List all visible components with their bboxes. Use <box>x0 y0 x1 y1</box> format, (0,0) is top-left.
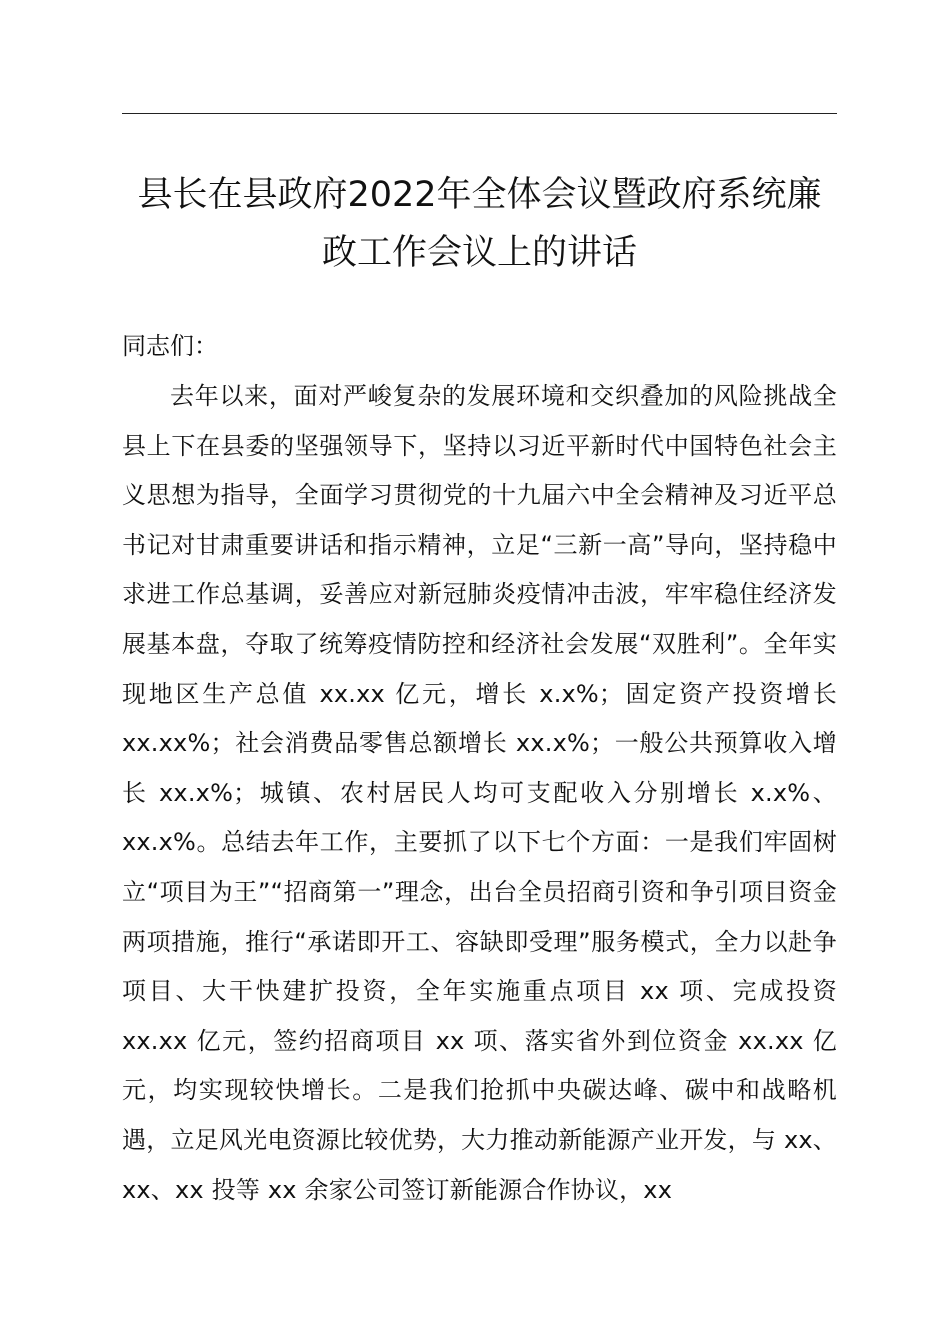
document-title: 县长在县政府2022年全体会议暨政府系统廉政工作会议上的讲话 <box>137 175 822 273</box>
header-rule <box>122 113 837 114</box>
body-paragraph: 去年以来，面对严峻复杂的发展环境和交织叠加的风险挑战全县上下在县委的坚强领导下，坚持以习近平新时代中国特色社会主义思想为指导，全面学习贯彻党的十九届六中全会精神及习近平总书记对甘肃重要讲话和指示精神，立足“三新一高”导向，坚持稳中求进工作总基调，妥善应对新冠肺炎疫情冲击波，牢牢稳住经济发展基本盘，夺取了统筹疫情防控和经济社会发展“双胜利”。全年实现地区生产总值 xx.xx 亿元，增长 x.x%；固定资产投资增长 xx.xx%；社会消费品零售总额增长 xx.x%；一般公共预算收入增长 xx.x%；城镇、农村居民人均可支配收入分别增长 x.x%、xx.x%。总结去年工作，主要抓了以下七个方面：一是我们牢固树立“项目为王”“招商第一”理念，出台全员招商引资和争引项目资金两项措施，推行“承诺即开工、容缺即受理”服务模式，全力以赴争项目、大干快建扩投资，全年实施重点项目 xx 项、完成投资 xx.xx 亿元，签约招商项目 xx 项、落实省外到位资金 xx.xx 亿元，均实现较快增长。二是我们抢抓中央碳达峰、碳中和战略机遇，立足风光电资源比较优势，大力推动新能源产业开发，与 xx、xx、xx 投等 xx 余家公司签订新能源合作协议，xx <box>122 382 837 1204</box>
salutation: 同志们： <box>122 332 218 360</box>
